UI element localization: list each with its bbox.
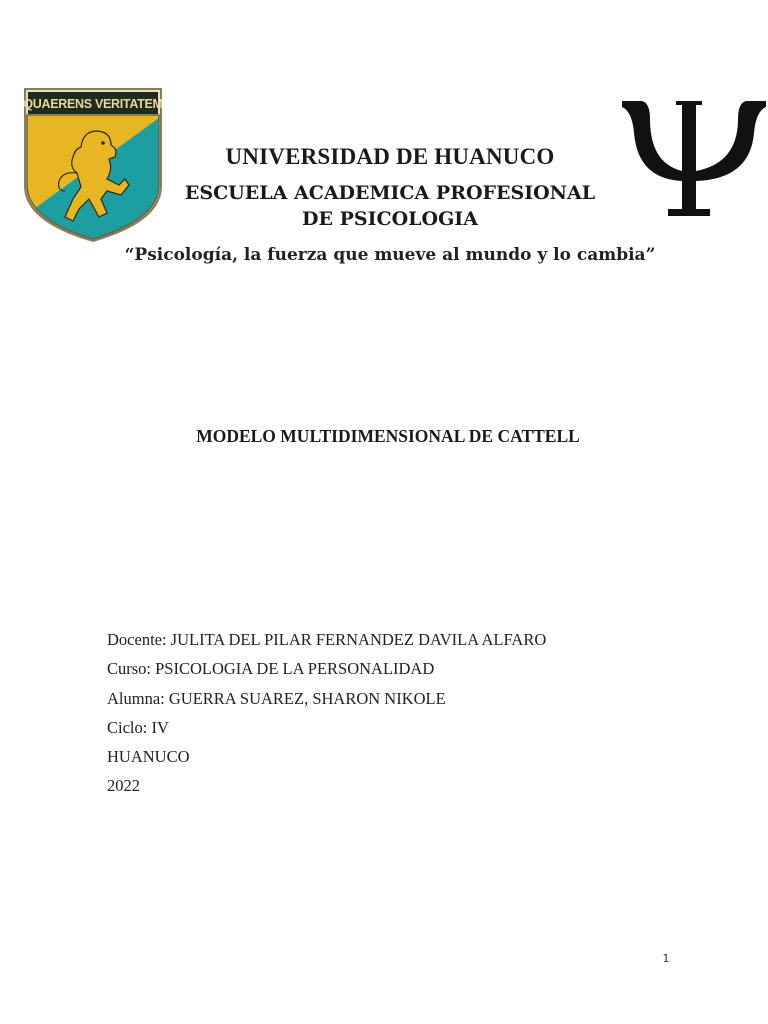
- crest-motto-text: QUAERENS VERITATEM: [23, 97, 163, 111]
- school-name-line1: ESCUELA ACADEMICA PROFESIONAL: [184, 182, 596, 204]
- alumna-line: Alumna: GUERRA SUAREZ, SHARON NIKOLE: [107, 688, 446, 708]
- year-line: 2022: [107, 776, 140, 796]
- curso-line: Curso: PSICOLOGIA DE LA PERSONALIDAD: [107, 659, 435, 679]
- docente-line: Docente: JULITA DEL PILAR FERNANDEZ DAVILA ALFARO: [107, 630, 547, 649]
- school-name: [160, 180, 620, 232]
- university-crest-logo: [23, 87, 163, 242]
- university-name: UNIVERSIDAD DE HUANUCO: [225, 144, 555, 169]
- school-name-line2: DE PSICOLOGIA: [302, 208, 478, 230]
- page-number: 1: [662, 952, 670, 965]
- city-line: HUANUCO: [107, 747, 190, 767]
- psi-symbol-logo: [620, 93, 768, 223]
- document-info-block: [107, 628, 546, 804]
- ciclo-line: Ciclo: IV: [107, 717, 169, 737]
- university-motto: “Psicología, la fuerza que mueve al mundo y lo cambia”: [124, 245, 656, 265]
- document-title: MODELO MULTIDIMENSIONAL DE CATTELL: [196, 426, 580, 446]
